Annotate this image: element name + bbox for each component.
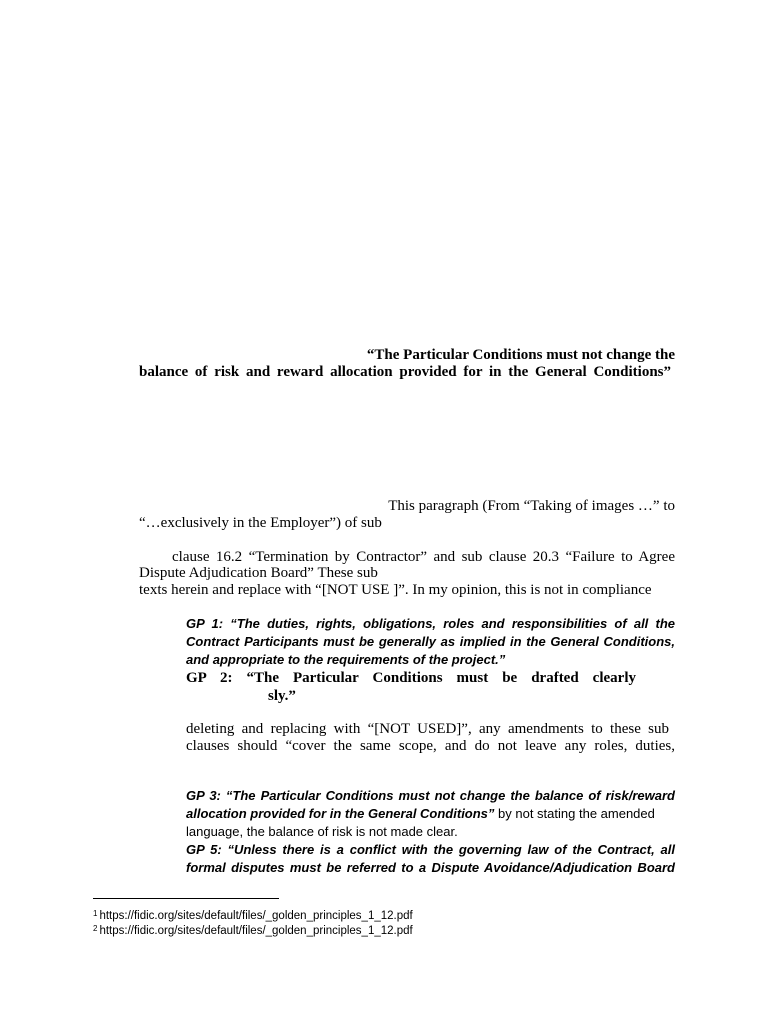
- gp5-line-1: GP 5: “Unless there is a conflict with the governing law of the Contract, all: [186, 842, 675, 857]
- gp3-line-2: [186, 804, 655, 823]
- footnote-2-mark: 2: [93, 924, 98, 933]
- footnote-1-link[interactable]: https://fidic.org/sites/default/files/_golden_principles_1_12.pdf: [99, 910, 413, 922]
- gp1-line-2: Contract Participants must be generally as implied in the General Conditions,: [186, 634, 675, 649]
- paragraph-2-line-1: clause 16.2 “Termination by Contractor” and sub clause 20.3 “Failure to Agree: [172, 549, 675, 565]
- quote-line-2: balance of risk and reward allocation provided for in the General Conditions”: [139, 364, 671, 380]
- gp2-line-2: sly.”: [268, 688, 296, 704]
- footnote-2-link[interactable]: https://fidic.org/sites/default/files/_golden_principles_1_12.pdf: [99, 925, 413, 937]
- paragraph-2-line-2: Dispute Adjudication Board” These sub: [139, 565, 378, 581]
- gp3-line-3: language, the balance of risk is not made clear.: [186, 824, 458, 839]
- gp2-line-1: GP 2: “The Particular Conditions must be drafted clearly: [186, 670, 636, 686]
- gp3-line-1: GP 3: “The Particular Conditions must not change the balance of risk/reward: [186, 788, 675, 803]
- gp1-line-3: and appropriate to the requirements of the project.”: [186, 652, 506, 667]
- paragraph-3-line-1: deleting and replacing with “[NOT USED]”, any amendments to these sub: [186, 721, 669, 737]
- paragraph-2-line-3: texts herein and replace with “[NOT USE ]”. In my opinion, this is not in compliance: [139, 582, 652, 598]
- paragraph-3-line-2: clauses should “cover the same scope, and do not leave any roles, duties,: [186, 738, 675, 754]
- quote-line-1: “The Particular Conditions must not change the: [366, 347, 675, 363]
- paragraph-1-line-1: This paragraph (From “Taking of images …” to: [388, 498, 675, 514]
- footnote-1-mark: 1: [93, 909, 98, 918]
- footnote-2: [93, 921, 413, 939]
- gp3-line-2-rest: by not stating the amended: [494, 806, 655, 821]
- gp1-line-1: GP 1: “The duties, rights, obligations, roles and responsibilities of all the: [186, 616, 675, 631]
- footnote-separator: [93, 898, 279, 899]
- gp5-line-2: formal disputes must be referred to a Dispute Avoidance/Adjudication Board: [186, 860, 675, 875]
- gp3-line-2-bold: allocation provided for in the General Conditions”: [186, 806, 495, 821]
- paragraph-1-line-2: “…exclusively in the Employer”) of sub: [139, 515, 382, 531]
